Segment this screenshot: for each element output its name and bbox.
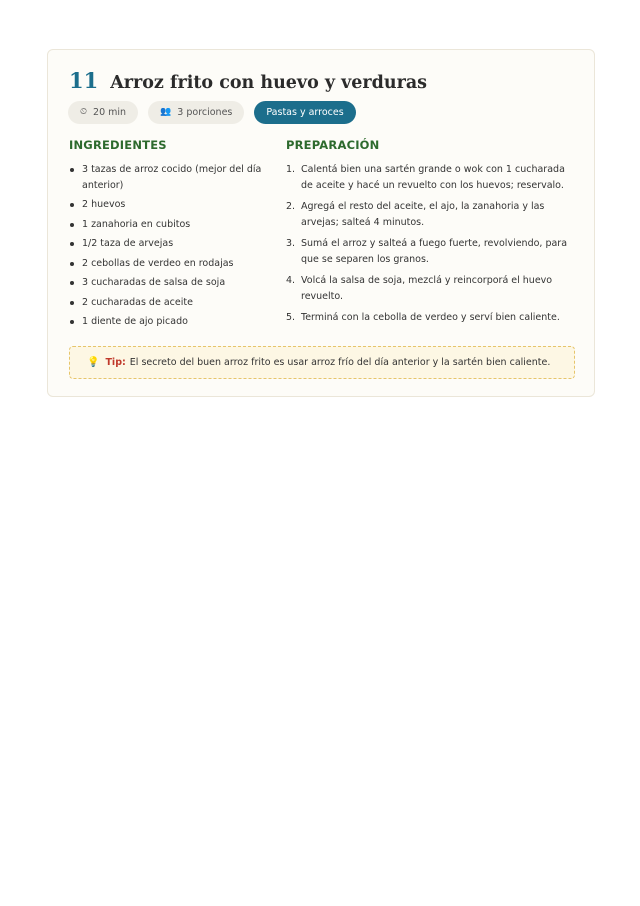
category-label: Pastas y arroces [266,107,344,118]
step-item [286,310,578,326]
step-item [286,199,578,230]
ingredient-item: 2 cebollas de verdeo en rodajas [69,256,269,272]
servings-tag [148,101,244,124]
step-number: 5. [286,312,296,323]
preparation-heading: PREPARACIÓN [286,138,380,152]
category-tag[interactable] [254,101,355,124]
recipe-number: 11 [69,68,99,93]
servings-value: 3 porciones [177,107,233,118]
recipe-card [47,49,595,397]
lightbulb-icon: 💡 [87,357,100,368]
ingredient-item: 2 cucharadas de aceite [69,295,269,311]
ingredients-heading: INGREDIENTES [69,138,167,152]
step-text: Calentá bien una sartén grande o wok con 1 cucharada de aceite y hacé un revuelto con los huevos; reservalo. [301,164,565,191]
step-number: 3. [286,238,296,249]
tip-label: Tip: [105,357,126,368]
step-item [286,273,578,304]
ingredient-item: 1 zanahoria en cubitos [69,217,269,233]
recipe-title-row [69,68,427,93]
people-icon: 👥 [160,107,172,117]
step-item [286,236,578,267]
step-text: Sumá el arroz y salteá a fuego fuerte, revolviendo, para que se separen los granos. [301,238,568,265]
step-text: Volcá la salsa de soja, mezclá y reincorporá el huevo revuelto. [301,275,553,302]
step-number: 2. [286,201,296,212]
timer-icon: ⏲ [80,107,88,117]
step-number: 4. [286,275,296,286]
ingredient-item: 1 diente de ajo picado [69,314,269,330]
ingredient-item: 3 tazas de arroz cocido (mejor del día anterior) [69,162,269,193]
tip-text: El secreto del buen arroz frito es usar arroz frío del día anterior y la sartén bien caliente. [129,357,551,368]
step-text: Agregá el resto del aceite, el ajo, la zanahoria y las arvejas; salteá 4 minutos. [301,201,545,228]
ingredient-item: 3 cucharadas de salsa de soja [69,275,269,291]
preparation-steps [286,162,578,332]
step-item [286,162,578,193]
ingredient-item: 1/2 taza de arvejas [69,236,269,252]
time-value: 20 min [93,107,127,118]
step-number: 1. [286,164,296,175]
time-tag [68,101,138,124]
tip-box [69,346,575,379]
ingredients-list [69,162,269,334]
recipe-tags [68,101,366,124]
step-text: Terminá con la cebolla de verdeo y serví bien caliente. [301,312,560,323]
recipe-title: Arroz frito con huevo y verduras [110,73,428,93]
ingredient-item: 2 huevos [69,197,269,213]
